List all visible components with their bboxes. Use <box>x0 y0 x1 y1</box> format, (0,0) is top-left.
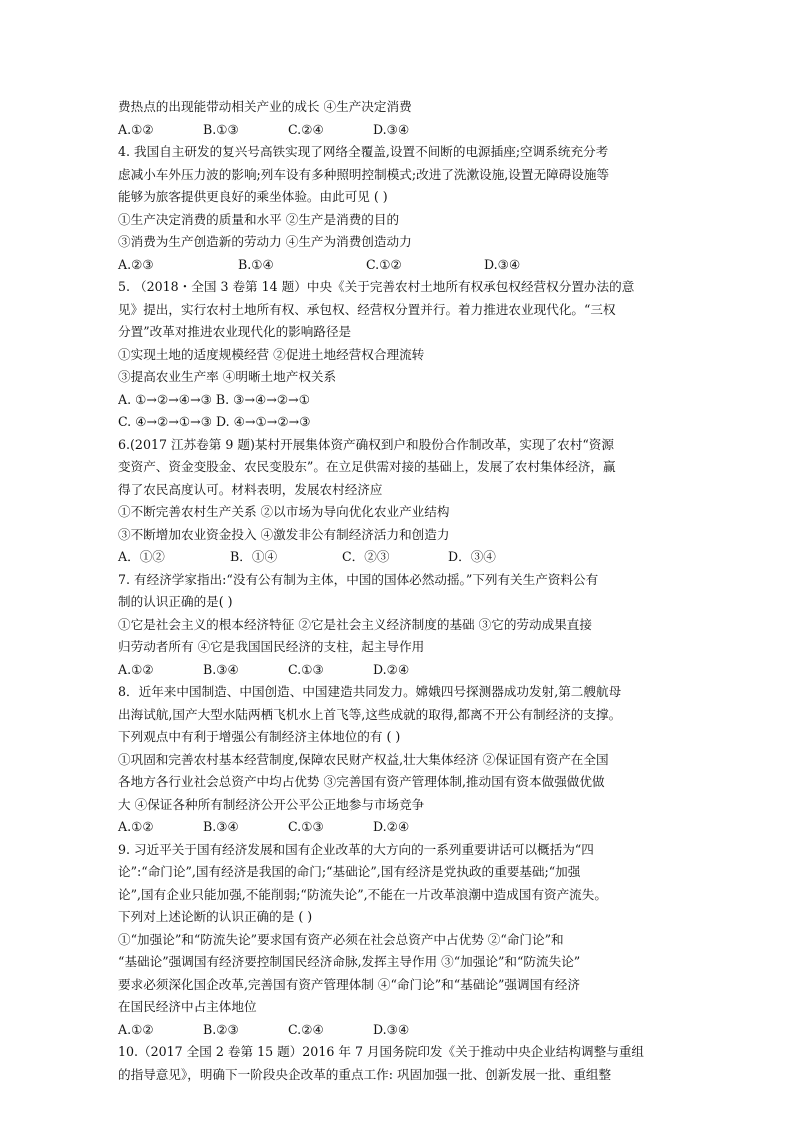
option-c: C.①② <box>366 256 402 272</box>
option-a: A.①② <box>118 661 154 677</box>
question-5 <box>118 276 683 434</box>
option-a: A.①② <box>118 121 154 137</box>
option-d: D.③④ <box>484 256 521 272</box>
question-text-line: 费热点的出现能带动相关产业的成长 ④生产决定消费 <box>118 99 412 114</box>
option-d: D．③④ <box>448 549 496 564</box>
option-c: C.①③ <box>288 661 324 677</box>
option-a: A.①② <box>118 819 154 834</box>
question-9 <box>118 839 683 1042</box>
answer-options <box>118 119 683 142</box>
option-a: A．①② <box>118 549 165 564</box>
question-text-line: 分置”改革对推进农业现代化的影响路径是 <box>118 324 352 339</box>
answer-options <box>118 254 683 277</box>
statement-line: 各地方各行业社会总资产中均占优势 ③完善国有资产管理体制,推动国有资本做强做优做 <box>118 774 605 789</box>
question-text-line: 10.（2017 全国 2 卷第 15 题）2016 年 7 月国务院印发《关于推动中央企业结构调整与重组 <box>118 1044 645 1059</box>
option-c: C.②④ <box>288 121 324 137</box>
question-8 <box>118 681 683 839</box>
question-text-line: 下列观点中有利于增强公有制经济主体地位的有 ( ) <box>118 729 401 744</box>
question-text-line: 论”:“命门论”,国有经济是我国的命门;“基础论”,国有经济是党执政的重要基础;“加强 <box>118 864 581 879</box>
option-b: B.③④ <box>203 819 239 834</box>
question-text-line: 7. 有经济学家指出:“没有公有制为主体，中国的国体必然动摇。”下列有关生产资料公有 <box>118 571 599 587</box>
question-text-line: 下列对上述论断的认识正确的是 ( ) <box>118 909 313 924</box>
question-text-line: 虑减小车外压力波的影响;列车设有多种照明控制模式;改进了洗漱设施,设置无障碍设施等 <box>118 166 610 182</box>
question-text-line: 见》提出，实行农村土地所有权、承包权、经营权分置并行。着力推进农业现代化。“三权 <box>118 301 616 317</box>
question-7 <box>118 569 683 682</box>
answer-options <box>118 659 683 682</box>
question-text-line: 4. 我国自主研发的复兴号高铁实现了网络全覆盖,设置不间断的电源插座;空调系统充分考 <box>118 144 609 159</box>
statement-line: ③消费为生产创造新的劳动力 ④生产为消费创造动力 <box>118 234 412 249</box>
statement-line: ①巩固和完善农村基本经营制度,保障农民财产权益,壮大集体经济 ②保证国有资产在全国 <box>118 751 609 767</box>
question-text-line: 变资产、资金变股金、农民变股东”。在立足供需对接的基础上，发展了农村集体经济，赢 <box>118 459 616 474</box>
option-c: C.②④ <box>288 1021 324 1037</box>
option-b: B.①③ <box>203 121 239 137</box>
question-text-line: 9. 习近平关于国有经济发展和国有企业改革的大方向的一系列重要讲话可以概括为“四 <box>118 841 594 857</box>
question-10 <box>118 1041 683 1086</box>
statement-line: 归劳动者所有 ④它是我国国民经济的支柱，起主导作用 <box>118 639 425 654</box>
statement-line: ①实现土地的适度规模经营 ②促进土地经营权合理流转 <box>118 346 425 362</box>
question-text-line: 的指导意见》，明确下一阶段央企改革的重点工作: 巩固加强一批、创新发展一批、重组整 <box>118 1066 612 1082</box>
statement-line: 要求必须深化国企改革,完善国有资产管理体制 ④“命门论”和“基础论”强调国有经济 <box>118 976 580 992</box>
answer-options <box>118 546 683 569</box>
statement-line: 大 ④保证各种所有制经济公开公平公正地参与市场竞争 <box>118 796 425 812</box>
question-text-line: 8．近年来中国制造、中国创造、中国建造共同发力。嫦娥四号探测器成功发射,第二艘航母 <box>118 684 622 699</box>
question-text-line: 论”,国有企业只能加强,不能削弱;“防流失论”,不能在一片改革浪潮中造成国有资产流失。 <box>118 886 607 902</box>
option-c: C．②③ <box>342 549 390 564</box>
statement-line: ①生产决定消费的质量和水平 ②生产是消费的目的 <box>118 211 400 227</box>
option-d: D.③④ <box>373 121 410 137</box>
statement-line: 在国民经济中占主体地位 <box>118 999 257 1014</box>
option-d: D.③④ <box>373 1021 410 1037</box>
exam-page <box>118 96 683 1086</box>
answer-options-line: A. ①→②→④→③ B. ③→④→②→① <box>118 391 310 407</box>
option-a: A.①② <box>118 1021 154 1037</box>
option-a: A.②③ <box>118 256 154 272</box>
statement-line: ①它是社会主义的根本经济特征 ②它是社会主义经济制度的基础 ③它的劳动成果直接 <box>118 616 592 632</box>
answer-options <box>118 816 683 839</box>
question-text-line: 得了农民高度认可。材料表明，发展农村经济应 <box>118 481 383 497</box>
option-b: B.③④ <box>203 661 239 677</box>
statement-line: ③不断增加农业资金投入 ④激发非公有制经济活力和创造力 <box>118 526 450 542</box>
statement-line: “基础论”强调国有经济要控制国民经济命脉,发挥主导作用 ③“加强论”和“防流失论” <box>118 954 581 969</box>
option-b: B.②③ <box>203 1021 239 1037</box>
option-b: B．①④ <box>230 549 278 564</box>
question-3-tail <box>118 96 683 141</box>
question-6 <box>118 434 683 569</box>
question-text-line: 制的认识正确的是( ) <box>118 594 233 609</box>
statement-line: ③提高农业生产率 ④明晰土地产权关系 <box>118 369 337 384</box>
answer-options <box>118 1019 683 1042</box>
question-text-line: 出海试航,国产大型水陆两栖飞机水上首飞等,这些成就的取得,都离不开公有制经济的支撑。 <box>118 706 622 722</box>
option-c: C.①③ <box>288 819 324 834</box>
answer-options-line: C. ④→②→①→③ D. ④→①→②→③ <box>118 414 311 429</box>
option-d: D.②④ <box>373 661 410 677</box>
question-text-line: 5. （2018・全国 3 卷第 14 题）中央《关于完善农村土地所有权承包权经营权分置办法的意 <box>118 279 635 294</box>
question-text-line: 能够为旅客提供更良好的乘坐体验。由此可见 ( ) <box>118 189 388 204</box>
option-d: D.②④ <box>373 819 410 834</box>
statement-line: ①“加强论”和“防流失论”要求国有资产必须在社会总资产中占优势 ②“命门论”和 <box>118 931 564 947</box>
option-b: B.①④ <box>238 256 274 272</box>
question-4 <box>118 141 683 276</box>
statement-line: ①不断完善农村生产关系 ②以市场为导向优化农业产业结构 <box>118 504 450 519</box>
question-text-line: 6.(2017 江苏卷第 9 题)某村开展集体资产确权到户和股份合作制改革，实现了农村“资源 <box>118 436 614 452</box>
